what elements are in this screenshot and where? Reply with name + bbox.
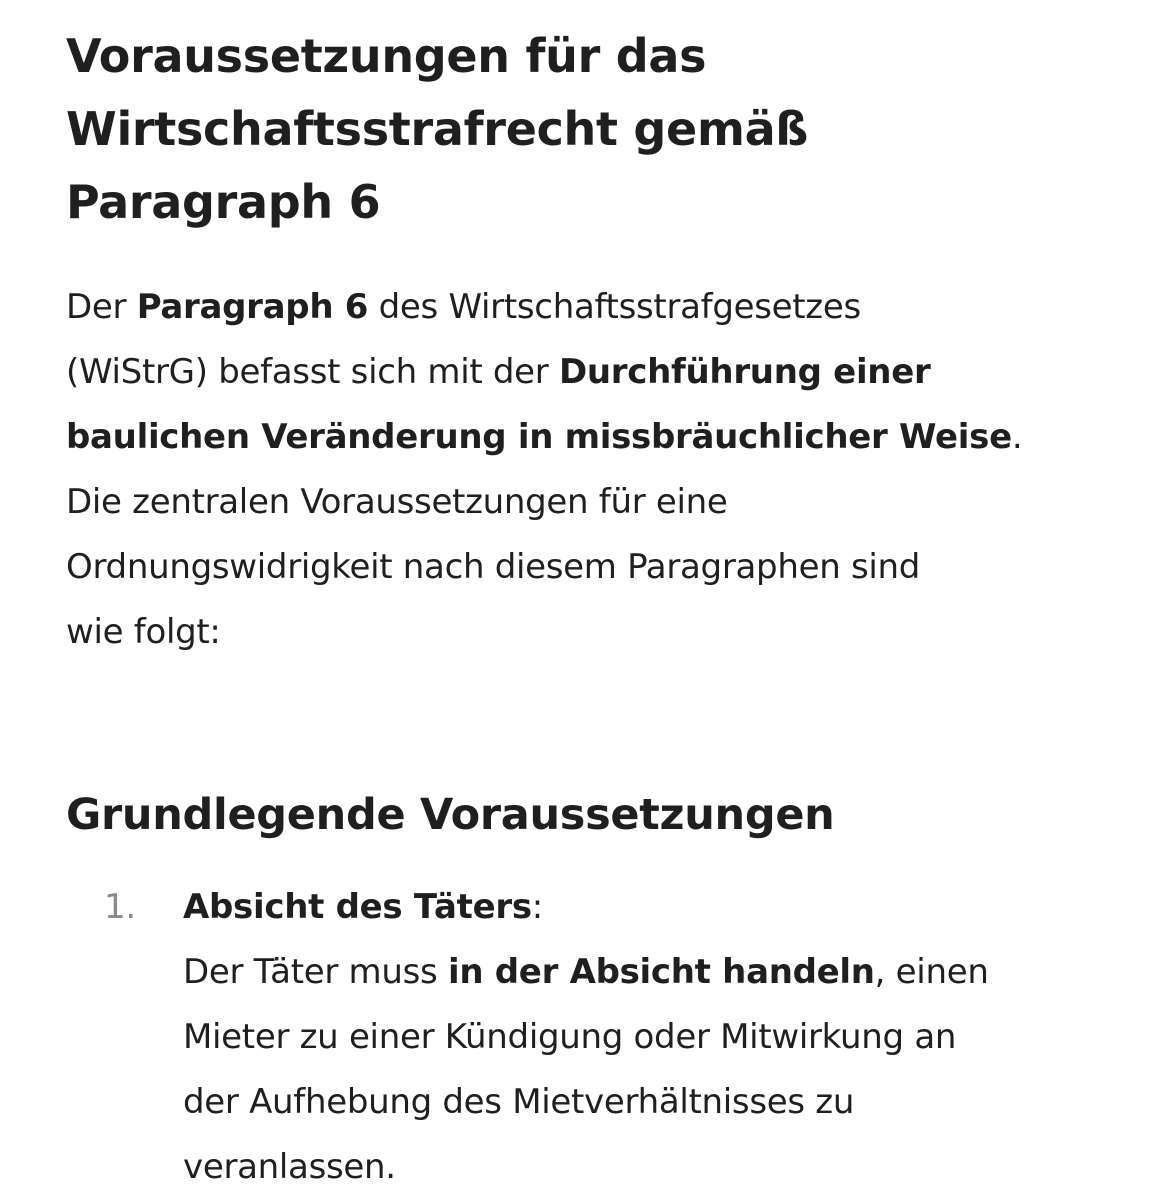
list-item-title-line [183,875,1106,940]
bold-text: in der Absicht handeln [447,952,875,992]
list-item [66,875,1106,1200]
list-item-title: Absicht des Täters [183,887,532,927]
text: . [1011,417,1023,457]
list-item-line: Mieter zu einer Kündigung oder Mitwirkung an [183,1017,957,1057]
bold-text: baulichen Veränderung in missbräuchlicher Weise [66,417,1012,457]
list-marker: 1. [104,887,136,927]
section-heading: Grundlegende Voraussetzungen [66,790,835,840]
requirements-list [66,875,1106,1200]
title-line: Wirtschaftsstrafrecht gemäß [66,102,809,156]
list-item-line: der Aufhebung des Mietverhältnisses zu [183,1082,855,1122]
intro-line: wie folgt: [66,612,221,652]
intro-line [66,405,1106,470]
bold-text: Paragraph 6 [136,287,369,327]
text: des Wirtschaftsstrafgesetzes [368,287,861,327]
title-line: Paragraph 6 [66,175,381,229]
intro-line: Ordnungswidrigkeit nach diesem Paragraphen sind [66,547,921,587]
document-content [66,20,1106,1200]
text: Der [66,287,137,327]
text: Der Täter muss [183,952,448,992]
intro-line: Die zentralen Voraussetzungen für eine [66,482,728,522]
page-title [66,20,1106,239]
bold-text: Durchführung einer [558,352,931,392]
text: , einen [874,952,989,992]
text: (WiStrG) befasst sich mit der [66,352,559,392]
title-line: Voraussetzungen für das [66,29,707,83]
intro-line [66,340,1106,405]
list-item-line [183,940,1106,1005]
text: : [531,887,543,927]
intro-line [66,275,1106,340]
list-item-line: veranlassen. [183,1147,396,1187]
intro-paragraph [66,275,1106,665]
